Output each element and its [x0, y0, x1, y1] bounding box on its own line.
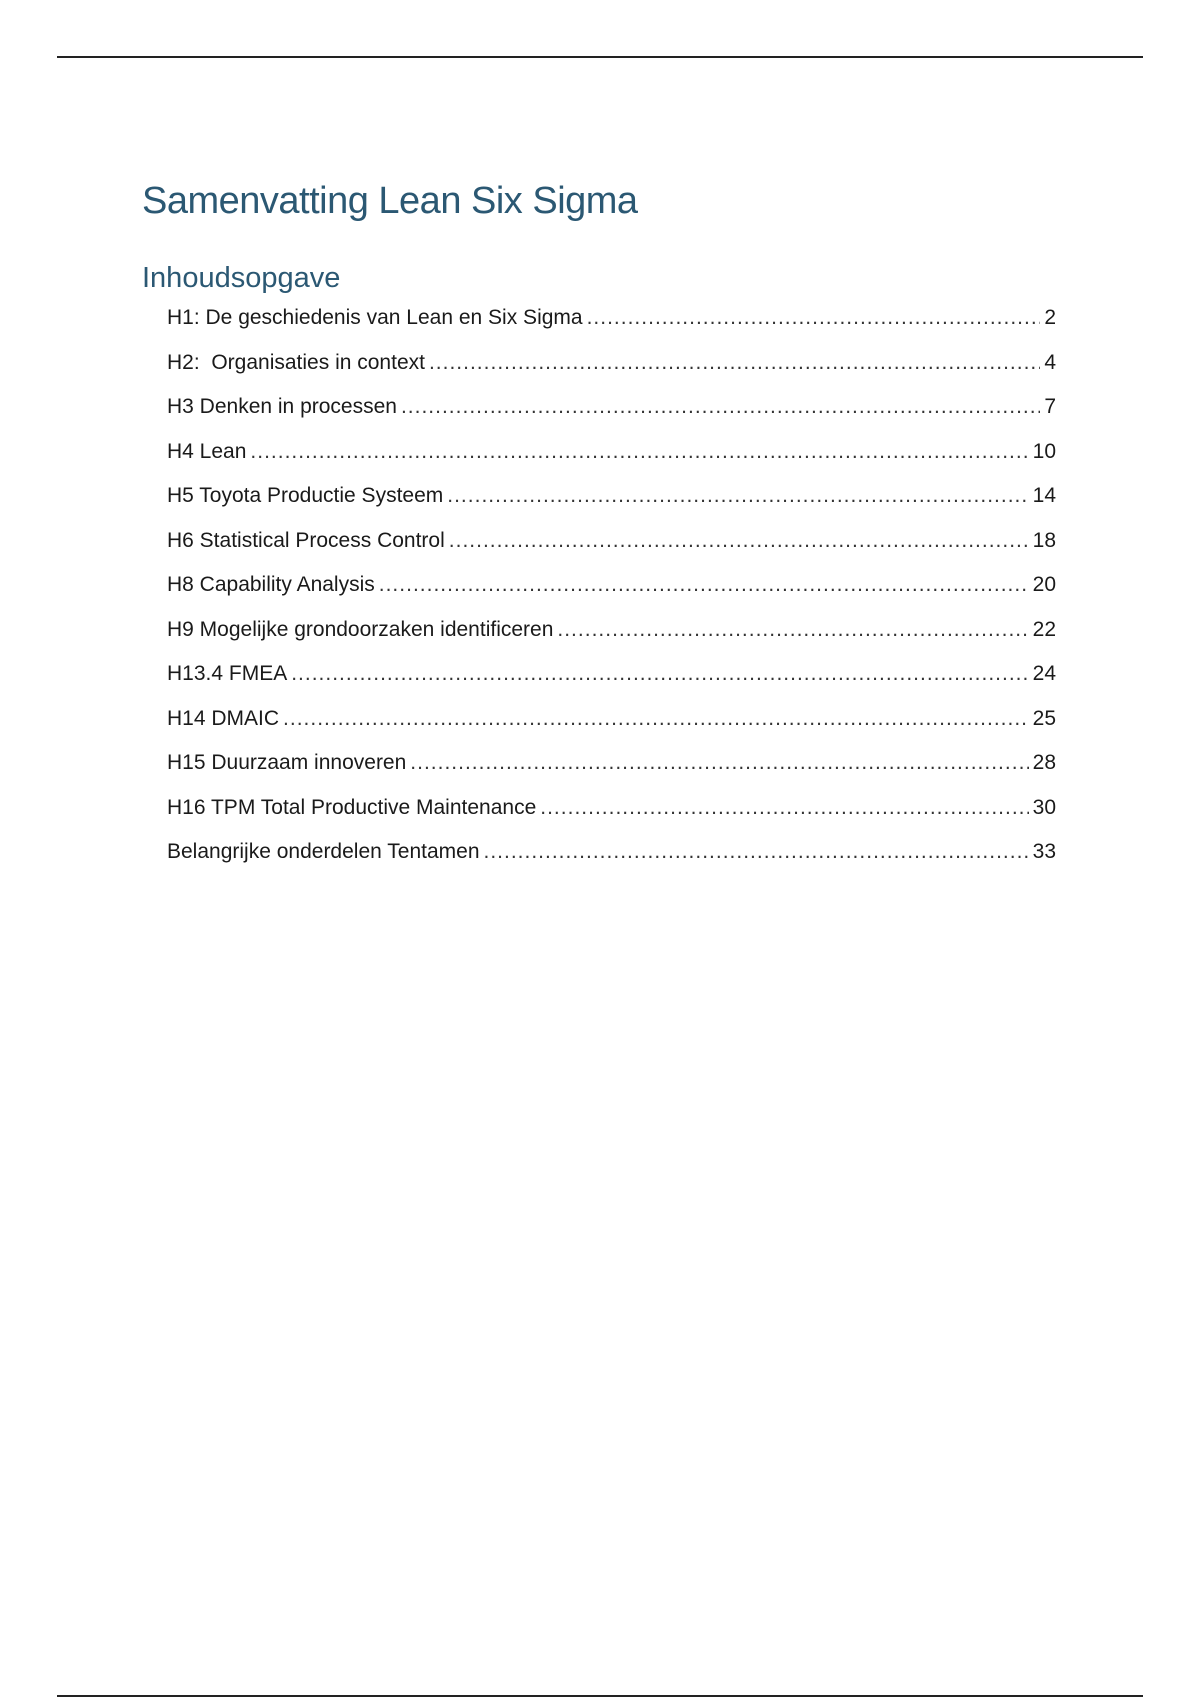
toc-entry-page: 33 — [1032, 840, 1056, 863]
toc-entry-label: H5 Toyota Productie Systeem — [167, 484, 444, 507]
header-rule — [57, 56, 1143, 58]
dot-leader — [429, 343, 1040, 383]
dot-leader — [540, 788, 1028, 828]
document-title: Samenvatting Lean Six Sigma — [142, 180, 638, 222]
toc-entry-page: 14 — [1032, 484, 1056, 507]
dot-leader — [250, 432, 1028, 472]
footer-rule — [57, 1695, 1143, 1697]
toc-entry[interactable] — [167, 521, 1056, 566]
toc-entry-label: H15 Duurzaam innoveren — [167, 751, 407, 774]
toc-entry-label: H1: De geschiedenis van Lean en Six Sigma — [167, 306, 583, 329]
toc-entry-page: 25 — [1032, 706, 1056, 730]
toc-entry-label: H4 Lean — [167, 439, 247, 463]
toc-entry-page: 2 — [1044, 306, 1056, 329]
toc-entry-label: H6 Statistical Process Control — [167, 528, 445, 552]
dot-leader — [587, 298, 1041, 338]
toc-entry-page: 22 — [1032, 617, 1056, 641]
toc-entry[interactable] — [167, 476, 1056, 521]
toc-entry[interactable] — [167, 432, 1056, 477]
toc-entry-page: 18 — [1032, 528, 1056, 552]
toc-entry-page: 30 — [1032, 795, 1056, 819]
toc-heading: Inhoudsopgave — [142, 262, 341, 294]
dot-leader — [291, 654, 1028, 694]
toc-entry[interactable] — [167, 565, 1056, 610]
toc-entry-page: 24 — [1032, 662, 1056, 685]
toc-entry-label: H16 TPM Total Productive Maintenance — [167, 795, 537, 819]
toc-entry[interactable] — [167, 610, 1056, 655]
dot-leader — [447, 476, 1028, 516]
toc-entry[interactable] — [167, 788, 1056, 833]
toc-entry-page: 4 — [1044, 350, 1056, 374]
toc-entry[interactable] — [167, 832, 1056, 877]
toc-entry[interactable] — [167, 343, 1056, 388]
toc-entry-page: 28 — [1032, 751, 1056, 774]
table-of-contents — [167, 298, 1056, 877]
toc-entry[interactable] — [167, 654, 1056, 699]
dot-leader — [283, 699, 1029, 739]
dot-leader — [379, 565, 1029, 605]
toc-entry-page: 20 — [1032, 573, 1056, 596]
dot-leader — [410, 743, 1028, 783]
toc-entry[interactable] — [167, 387, 1056, 432]
toc-entry-page: 7 — [1044, 395, 1056, 418]
dot-leader — [401, 387, 1040, 427]
toc-entry-label: H3 Denken in processen — [167, 395, 397, 418]
toc-entry[interactable] — [167, 298, 1056, 343]
toc-entry-label: H8 Capability Analysis — [167, 573, 375, 596]
toc-entry-label: H14 DMAIC — [167, 706, 280, 730]
toc-entry[interactable] — [167, 699, 1056, 744]
toc-entry-page: 10 — [1032, 439, 1056, 463]
dot-leader — [484, 832, 1029, 872]
toc-entry-label: H13.4 FMEA — [167, 662, 288, 685]
toc-entry[interactable] — [167, 743, 1056, 788]
toc-entry-label: H2: Organisaties in context — [167, 350, 425, 374]
dot-leader — [449, 521, 1029, 561]
dot-leader — [557, 610, 1028, 650]
toc-entry-label: H9 Mogelijke grondoorzaken identificeren — [167, 617, 554, 641]
toc-entry-label: Belangrijke onderdelen Tentamen — [167, 840, 480, 863]
